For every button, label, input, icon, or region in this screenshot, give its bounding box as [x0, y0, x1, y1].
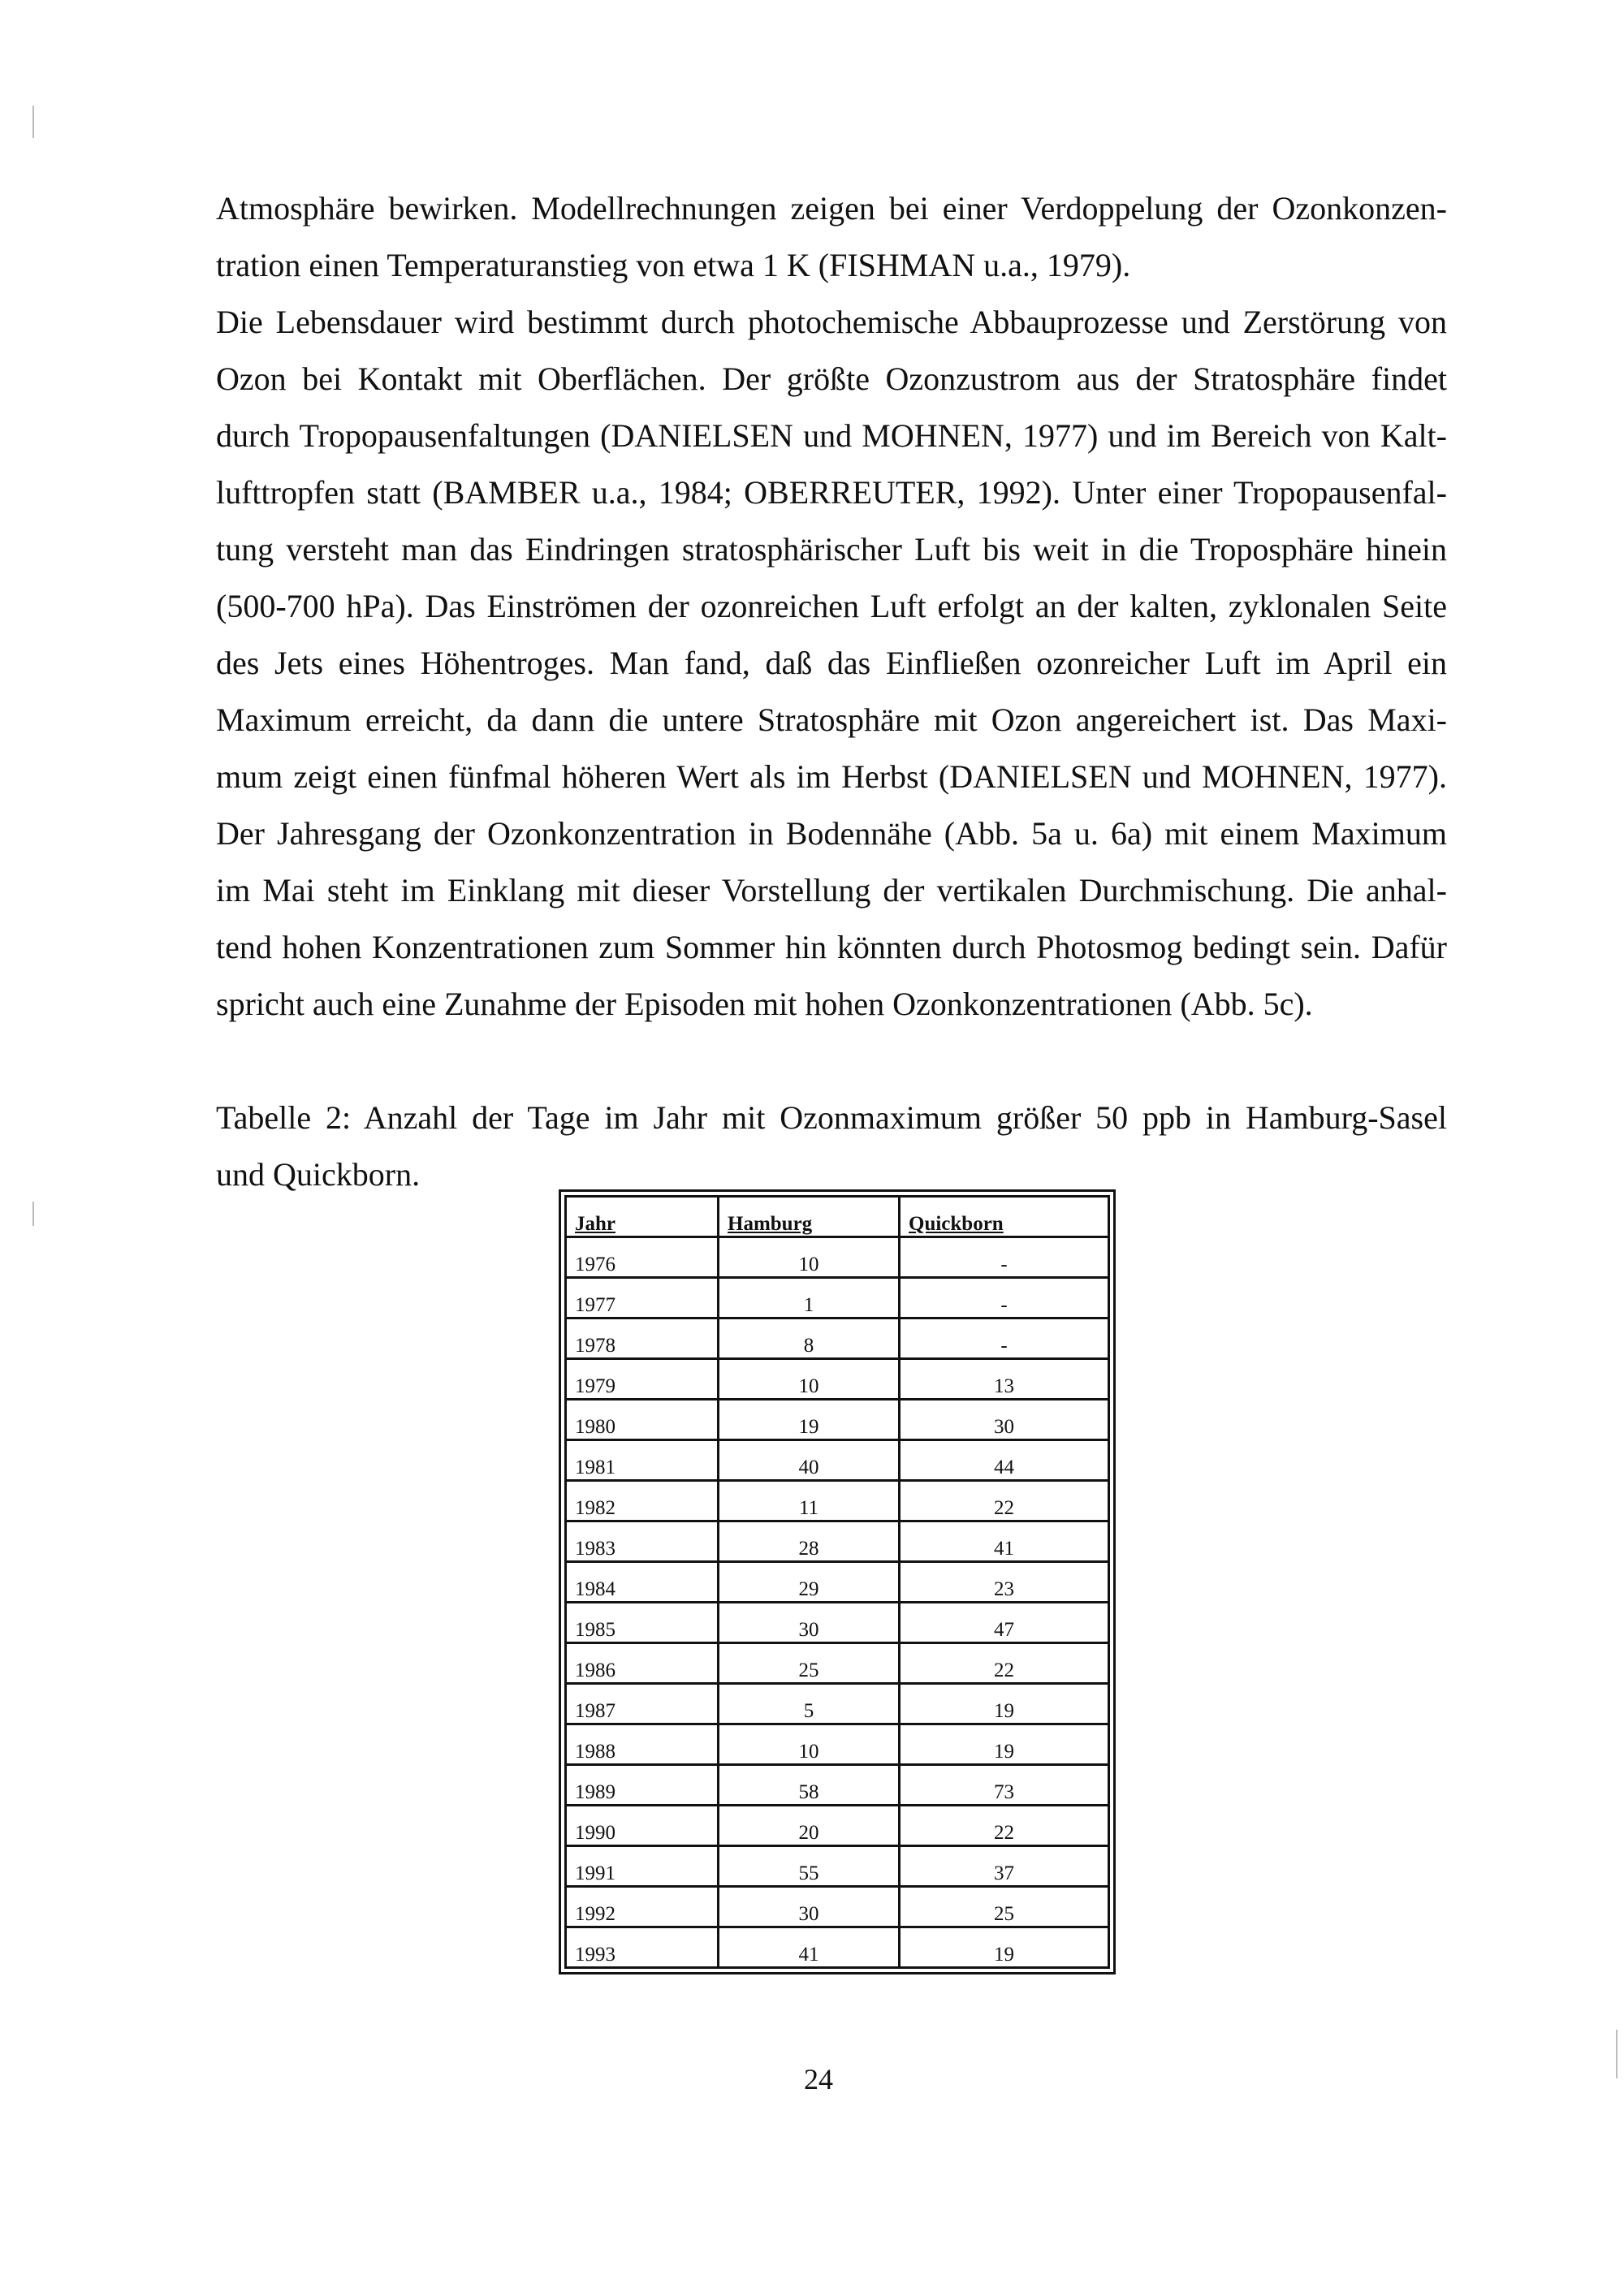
text-line: Der Jahresgang der Ozonkonzentration in Bodennähe (Abb. 5a u. 6a) mit einem Maximum [216, 815, 1447, 852]
cell-year: 1977 [566, 1278, 719, 1318]
text-line: Ozon bei Kontakt mit Oberflächen. Der größte Ozonzustrom aus der Stratosphäre findet [216, 360, 1447, 397]
cell-year: 1986 [566, 1643, 719, 1684]
cell-year: 1978 [566, 1318, 719, 1359]
cell-hamburg: 11 [719, 1481, 900, 1521]
cell-hamburg: 41 [719, 1927, 900, 1968]
table-row [566, 1237, 1109, 1278]
cell-hamburg: 28 [719, 1521, 900, 1562]
cell-year: 1981 [566, 1440, 719, 1481]
cell-quickborn: 41 [900, 1521, 1109, 1562]
cell-quickborn: 22 [900, 1643, 1109, 1684]
table-row [566, 1603, 1109, 1643]
cell-quickborn: 19 [900, 1684, 1109, 1724]
cell-hamburg: 10 [719, 1237, 900, 1278]
cell-year: 1983 [566, 1521, 719, 1562]
cell-year: 1982 [566, 1481, 719, 1521]
cell-year: 1980 [566, 1400, 719, 1440]
cell-year: 1990 [566, 1806, 719, 1846]
cell-quickborn: 23 [900, 1562, 1109, 1603]
table-row [566, 1765, 1109, 1806]
cell-year: 1979 [566, 1359, 719, 1400]
table-row [566, 1684, 1109, 1724]
cell-hamburg: 29 [719, 1562, 900, 1603]
cell-hamburg: 1 [719, 1278, 900, 1318]
text-line: im Mai steht im Einklang mit dieser Vorstellung der vertikalen Durchmischung. Die anhal- [216, 872, 1447, 908]
table-row [566, 1724, 1109, 1765]
text-line: tend hohen Konzentrationen zum Sommer hin könnten durch Photosmog bedingt sein. Dafür [216, 929, 1447, 965]
cell-hamburg: 40 [719, 1440, 900, 1481]
text-line: Die Lebensdauer wird bestimmt durch photochemische Abbauprozesse und Zerstörung von [216, 304, 1447, 340]
table-row [566, 1927, 1109, 1968]
table-caption [216, 1090, 1447, 1203]
table-row [566, 1440, 1109, 1481]
caption-line: Tabelle 2: Anzahl der Tage im Jahr mit Ozonmaximum größer 50 ppb in Hamburg-Sasel [216, 1099, 1447, 1136]
table-header-row [566, 1197, 1109, 1237]
text-line: durch Tropopausenfaltungen (DANIELSEN und MOHNEN, 1977) und im Bereich von Kalt- [216, 417, 1447, 454]
cell-quickborn: 13 [900, 1359, 1109, 1400]
table-row [566, 1806, 1109, 1846]
cell-hamburg: 58 [719, 1765, 900, 1806]
cell-quickborn: 37 [900, 1846, 1109, 1887]
cell-quickborn: 73 [900, 1765, 1109, 1806]
text-line: tration einen Temperaturanstieg von etwa 1 K (FISHMAN u.a., 1979). [216, 247, 1131, 283]
cell-hamburg: 8 [719, 1318, 900, 1359]
cell-quickborn: - [900, 1237, 1109, 1278]
text-line: Atmosphäre bewirken. Modellrechnungen zeigen bei einer Verdoppelung der Ozonkonzen- [216, 190, 1447, 227]
text-line: des Jets eines Höhentroges. Man fand, daß das Einfließen ozonreicher Luft im April ein [216, 645, 1447, 681]
table-row [566, 1400, 1109, 1440]
header-quickborn: Quickborn [900, 1197, 1109, 1237]
text-line: spricht auch eine Zunahme der Episoden mit hohen Ozonkonzentrationen (Abb. 5c). [216, 986, 1313, 1022]
cell-year: 1976 [566, 1237, 719, 1278]
cell-year: 1985 [566, 1603, 719, 1643]
header-jahr: Jahr [566, 1197, 719, 1237]
cell-hamburg: 30 [719, 1603, 900, 1643]
cell-year: 1988 [566, 1724, 719, 1765]
cell-year: 1984 [566, 1562, 719, 1603]
page-number: 24 [804, 2063, 833, 2095]
cell-quickborn: 22 [900, 1806, 1109, 1846]
cell-quickborn: 30 [900, 1400, 1109, 1440]
cell-quickborn: - [900, 1278, 1109, 1318]
cell-quickborn: 47 [900, 1603, 1109, 1643]
header-hamburg: Hamburg [719, 1197, 900, 1237]
cell-hamburg: 20 [719, 1806, 900, 1846]
cell-hamburg: 10 [719, 1359, 900, 1400]
cell-year: 1987 [566, 1684, 719, 1724]
table-row [566, 1887, 1109, 1927]
cell-hamburg: 30 [719, 1887, 900, 1927]
caption-line: und Quickborn. [216, 1156, 421, 1193]
scan-edge-mark [1616, 2030, 1618, 2078]
table-row [566, 1846, 1109, 1887]
table-row [566, 1521, 1109, 1562]
ozone-days-table [559, 1189, 1116, 1974]
table-row [566, 1318, 1109, 1359]
text-line: mum zeigt einen fünfmal höheren Wert als im Herbst (DANIELSEN und MOHNEN, 1977). [216, 758, 1447, 795]
table-row [566, 1359, 1109, 1400]
cell-hamburg: 25 [719, 1643, 900, 1684]
table-row [566, 1481, 1109, 1521]
cell-quickborn: 19 [900, 1724, 1109, 1765]
cell-quickborn: - [900, 1318, 1109, 1359]
cell-quickborn: 19 [900, 1927, 1109, 1968]
scan-edge-mark [32, 1202, 34, 1226]
cell-hamburg: 5 [719, 1684, 900, 1724]
cell-quickborn: 44 [900, 1440, 1109, 1481]
body-paragraph [216, 180, 1447, 1033]
cell-year: 1989 [566, 1765, 719, 1806]
scan-edge-mark [32, 106, 34, 138]
table-row [566, 1562, 1109, 1603]
cell-hamburg: 19 [719, 1400, 900, 1440]
cell-year: 1992 [566, 1887, 719, 1927]
table-row [566, 1278, 1109, 1318]
cell-year: 1991 [566, 1846, 719, 1887]
table-row [566, 1643, 1109, 1684]
cell-quickborn: 25 [900, 1887, 1109, 1927]
text-line: (500-700 hPa). Das Einströmen der ozonreichen Luft erfolgt an der kalten, zyklonalen Seite [216, 588, 1447, 624]
cell-hamburg: 10 [719, 1724, 900, 1765]
cell-year: 1993 [566, 1927, 719, 1968]
cell-hamburg: 55 [719, 1846, 900, 1887]
cell-quickborn: 22 [900, 1481, 1109, 1521]
text-line: lufttropfen statt (BAMBER u.a., 1984; OBERREUTER, 1992). Unter einer Tropopausenfal- [216, 474, 1447, 511]
text-line: tung versteht man das Eindringen stratosphärischer Luft bis weit in die Troposphäre hinein [216, 531, 1447, 568]
text-line: Maximum erreicht, da dann die untere Stratosphäre mit Ozon angereichert ist. Das Maxi- [216, 701, 1447, 738]
